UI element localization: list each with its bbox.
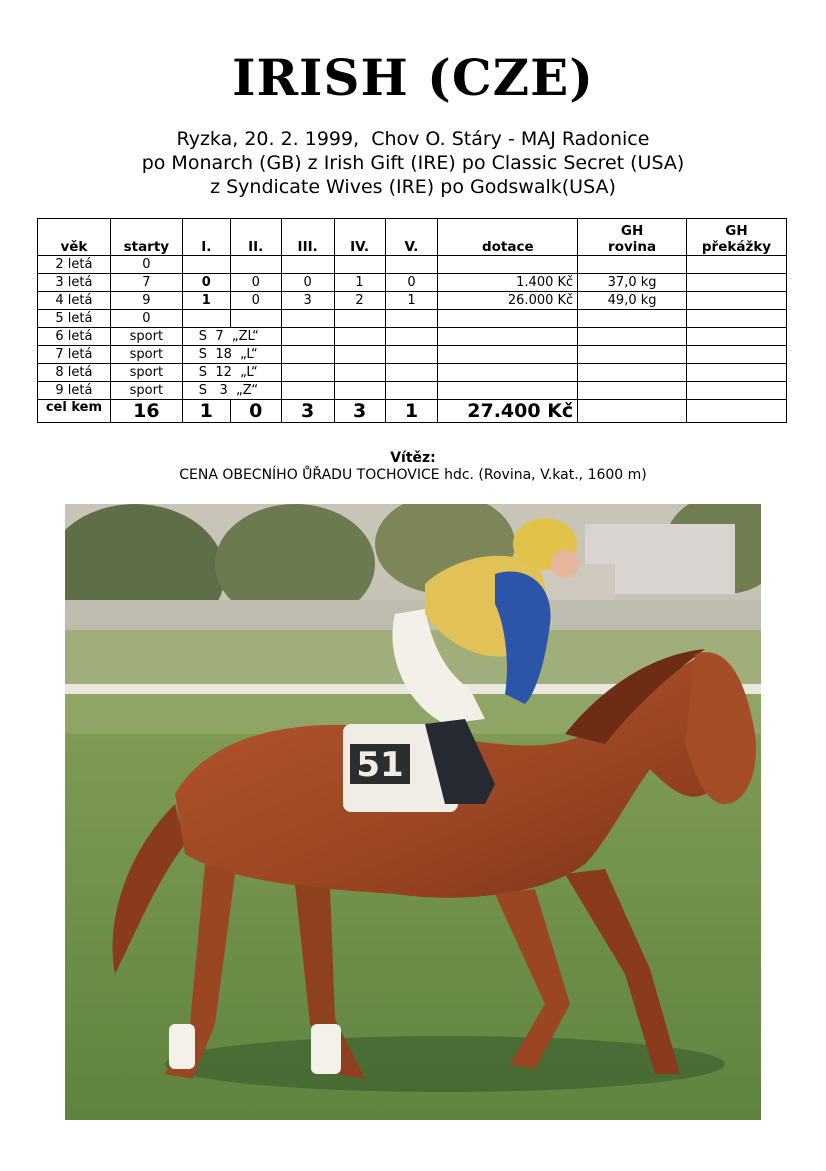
cell-sport-note: S 12 „L“ xyxy=(182,364,281,382)
header-gh-flat: GH rovina xyxy=(578,219,687,256)
table-header-row xyxy=(38,219,787,256)
table-row xyxy=(38,328,787,346)
pedigree-line-2: po Monarch (GB) z Irish Gift (IRE) po Classic Secret (USA) xyxy=(141,152,685,174)
cell-place-4: 2 xyxy=(334,292,385,310)
cell-place-3: 0 xyxy=(281,274,334,292)
table-row xyxy=(38,256,787,274)
header-place-2: II. xyxy=(230,219,281,256)
cell-age: 9 letá xyxy=(38,382,111,400)
cell-prize: 1.400 Kč xyxy=(438,274,578,292)
cell-sport-note: S 18 „L“ xyxy=(182,346,281,364)
cell-age: 2 letá xyxy=(38,256,111,274)
table-row xyxy=(38,274,787,292)
winner-label: Vítěz: xyxy=(390,450,436,466)
header-prize: dotace xyxy=(438,219,578,256)
winner-race: CENA OBECNÍHO ŮŘADU TOCHOVICE hdc. (Rovina, V.kat., 1600 m) xyxy=(179,467,647,483)
total-starts: 16 xyxy=(110,400,182,423)
header-place-4: IV. xyxy=(334,219,385,256)
cell-starts: 0 xyxy=(110,256,182,274)
cell-starts: sport xyxy=(110,346,182,364)
race-statistics-table xyxy=(37,218,787,423)
cell-place-4: 1 xyxy=(334,274,385,292)
total-place-2: 0 xyxy=(230,400,281,423)
cell-starts: sport xyxy=(110,382,182,400)
cell-prize: 26.000 Kč xyxy=(438,292,578,310)
cell-starts: 9 xyxy=(110,292,182,310)
header-place-5: V. xyxy=(385,219,438,256)
cell-age: 3 letá xyxy=(38,274,111,292)
total-place-5: 1 xyxy=(385,400,438,423)
cell-age: 4 letá xyxy=(38,292,111,310)
table-row xyxy=(38,292,787,310)
table-row xyxy=(38,364,787,382)
total-place-4: 3 xyxy=(334,400,385,423)
cell-place-5: 1 xyxy=(385,292,438,310)
pedigree-line-3: z Syndicate Wives (IRE) po Godswalk(USA) xyxy=(210,176,616,198)
cell-place-2: 0 xyxy=(230,292,281,310)
cell-place-1: 0 xyxy=(182,274,230,292)
cell-age: 5 letá xyxy=(38,310,111,328)
header-place-1: I. xyxy=(182,219,230,256)
cell-starts: sport xyxy=(110,364,182,382)
pedigree-line-1: Ryzka, 20. 2. 1999, Chov O. Stáry - MAJ Radonice xyxy=(176,128,650,150)
table-row xyxy=(38,346,787,364)
horse-photo xyxy=(65,504,761,1120)
horse-title: IRISH (CZE) xyxy=(232,48,594,107)
total-prize: 27.400 Kč xyxy=(438,400,578,423)
header-gh-hurdles: GH překážky xyxy=(687,219,787,256)
total-place-3: 3 xyxy=(281,400,334,423)
cell-place-5: 0 xyxy=(385,274,438,292)
cell-gh-flat: 49,0 kg xyxy=(578,292,687,310)
cell-sport-note: S 3 „Z“ xyxy=(182,382,281,400)
cell-age: 8 letá xyxy=(38,364,111,382)
table-row xyxy=(38,310,787,328)
header-place-3: III. xyxy=(281,219,334,256)
table-row xyxy=(38,382,787,400)
total-label: cel kem xyxy=(38,400,111,423)
cell-place-2: 0 xyxy=(230,274,281,292)
cell-place-1: 1 xyxy=(182,292,230,310)
cell-starts: 0 xyxy=(110,310,182,328)
cell-sport-note: S 7 „ZL“ xyxy=(182,328,281,346)
header-age: věk xyxy=(38,219,111,256)
header-starts: starty xyxy=(110,219,182,256)
table-total-row xyxy=(38,400,787,423)
cell-gh-flat: 37,0 kg xyxy=(578,274,687,292)
pedigree-block xyxy=(0,127,826,199)
cell-place-3: 3 xyxy=(281,292,334,310)
cell-age: 6 letá xyxy=(38,328,111,346)
saddle-number: 51 xyxy=(356,745,404,785)
cell-starts: sport xyxy=(110,328,182,346)
cell-age: 7 letá xyxy=(38,346,111,364)
cell-starts: 7 xyxy=(110,274,182,292)
total-place-1: 1 xyxy=(182,400,230,423)
